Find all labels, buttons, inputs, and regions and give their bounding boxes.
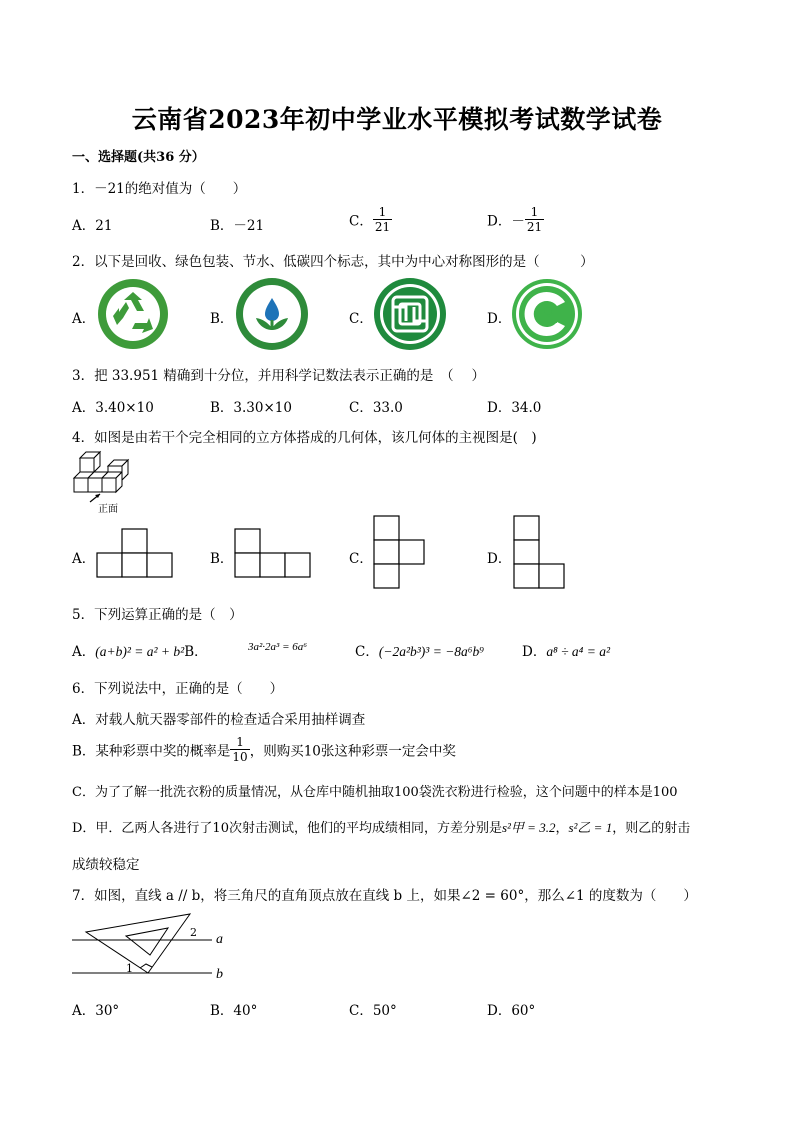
q4-option-b[interactable]: B．: [210, 551, 234, 567]
page-title: 云南省2023年初中学业水平模拟考试数学试卷: [131, 105, 663, 134]
q6-option-d-prefix: D．甲．乙两人各进行了10次射击测试，他们的平均成绩相同，方差分别是: [72, 821, 502, 836]
q1-option-c[interactable]: [349, 205, 392, 234]
q3-option-d[interactable]: D．34.0: [487, 400, 542, 416]
recycle-logo-icon: [97, 278, 169, 350]
fraction-numerator: 1: [525, 205, 544, 220]
q5-option-b-expression: 3a²·2a³ = 6a⁶: [248, 641, 308, 653]
q6-variance-jia: s²甲 = 3.2: [501, 820, 556, 835]
q2-option-a[interactable]: A．: [72, 311, 96, 327]
q4-option-a-figure: [97, 528, 173, 578]
water-drop-logo-icon: [234, 278, 310, 350]
q3-option-b[interactable]: B．3.30×10: [210, 400, 292, 416]
question-6-stem: 6．下列说法中，正确的是（ ）: [72, 681, 284, 697]
angle-2-label: 2: [190, 926, 197, 939]
q5-option-a[interactable]: [72, 640, 208, 660]
q6-option-a[interactable]: A．对载人航天器零部件的检查适合采用抽样调查: [72, 712, 366, 728]
question-7-stem: 7．如图，直线 a // b，将三角尺的直角顶点放在直线 b 上，如果∠2 = 60°，那么∠1 的度数为（ ）: [72, 888, 697, 904]
q3-option-c[interactable]: C．33.0: [349, 400, 403, 416]
question-2-stem: 2．以下是回收、绿色包装、节水、低碳四个标志，其中为中心对称图形的是（ ）: [72, 254, 594, 270]
q5-option-d[interactable]: [522, 640, 610, 660]
q1-option-c-label: C．: [349, 213, 373, 230]
q1-option-d-fraction: [525, 205, 544, 234]
front-view-label: 正面: [98, 504, 118, 515]
q4-option-d[interactable]: D．: [487, 551, 512, 567]
q6-option-d-separator: ，: [555, 821, 569, 836]
label-line-b: b: [216, 967, 223, 982]
q6-option-b-fraction: [230, 735, 249, 764]
q1-option-c-fraction: [373, 205, 392, 234]
question-4-stem: 4．如图是由若干个完全相同的立方体搭成的几何体，该几何体的主视图是( ): [72, 430, 537, 446]
q7-parallel-lines-figure: [72, 910, 232, 986]
q2-option-d[interactable]: D．: [487, 311, 512, 327]
q4-option-c[interactable]: C．: [349, 551, 373, 567]
q1-option-a[interactable]: A．21: [72, 218, 113, 234]
q1-option-d[interactable]: [487, 205, 544, 234]
q7-option-b[interactable]: B．40°: [210, 1003, 258, 1019]
fraction-denominator: 21: [526, 220, 543, 234]
q5-option-c[interactable]: [355, 640, 484, 660]
q4-option-d-figure: [513, 515, 565, 590]
q2-option-b[interactable]: B．: [210, 311, 234, 327]
q5-option-b-label: B．: [184, 644, 208, 660]
q5-option-d-expression: a⁸ ÷ a⁴ = a²: [546, 644, 611, 659]
question-1-stem: 1．－21的绝对值为（ ）: [72, 181, 247, 197]
q5-option-b[interactable]: [248, 640, 307, 653]
fraction-numerator: 1: [373, 205, 392, 220]
q6-option-d-continued: 成绩较稳定: [72, 857, 140, 873]
green-package-logo-icon: [373, 277, 447, 351]
q4-option-b-figure: [235, 528, 311, 578]
question-3-stem: 3．把 33.951 精确到十分位，并用科学记数法表示正确的是 （ ）: [72, 368, 485, 384]
q2-option-c[interactable]: C．: [349, 311, 373, 327]
q5-option-a-expression: (a+b)² = a² + b²: [95, 644, 185, 659]
q7-option-a[interactable]: A．30°: [72, 1003, 120, 1019]
fraction-numerator: 1: [230, 735, 249, 750]
label-line-a: a: [216, 932, 223, 947]
fraction-denominator: 21: [374, 220, 391, 234]
q7-option-d[interactable]: D．60°: [487, 1003, 536, 1019]
q1-option-d-label: D．－: [487, 213, 525, 230]
angle-1-label: 1: [126, 962, 133, 975]
q6-option-d-suffix: ，则乙的射击: [612, 821, 691, 836]
q6-option-c[interactable]: C．为了了解一批洗衣粉的质量情况，从仓库中随机抽取100袋洗衣粉进行检验，这个问题中的样本是100: [72, 785, 678, 800]
q7-option-c[interactable]: C．50°: [349, 1003, 397, 1019]
q4-option-c-figure: [373, 515, 425, 590]
q5-option-d-label: D．: [522, 644, 547, 660]
section-heading: 一、选择题(共36 分）: [72, 150, 205, 165]
question-5-stem: 5．下列运算正确的是（ ）: [72, 607, 243, 623]
q4-option-a[interactable]: A．: [72, 551, 96, 567]
q5-option-c-expression: (−2a²b³)³ = −8a⁶b⁹: [378, 644, 484, 659]
q5-option-c-label: C．: [355, 644, 379, 660]
q6-option-b-suffix: ，则购买10张这种彩票一定会中奖: [249, 743, 456, 760]
q6-option-b[interactable]: [72, 735, 456, 764]
q1-option-b[interactable]: B．－21: [210, 218, 265, 234]
q6-option-b-prefix: B．某种彩票中奖的概率是: [72, 743, 231, 760]
fraction-denominator: 10: [232, 750, 248, 764]
q6-variance-yi: s²乙 = 1: [568, 820, 613, 835]
low-carbon-logo-icon: [511, 278, 583, 350]
q3-option-a[interactable]: A．3.40×10: [72, 400, 154, 416]
q5-option-a-label: A．: [72, 644, 96, 660]
q6-option-d[interactable]: [72, 817, 690, 836]
